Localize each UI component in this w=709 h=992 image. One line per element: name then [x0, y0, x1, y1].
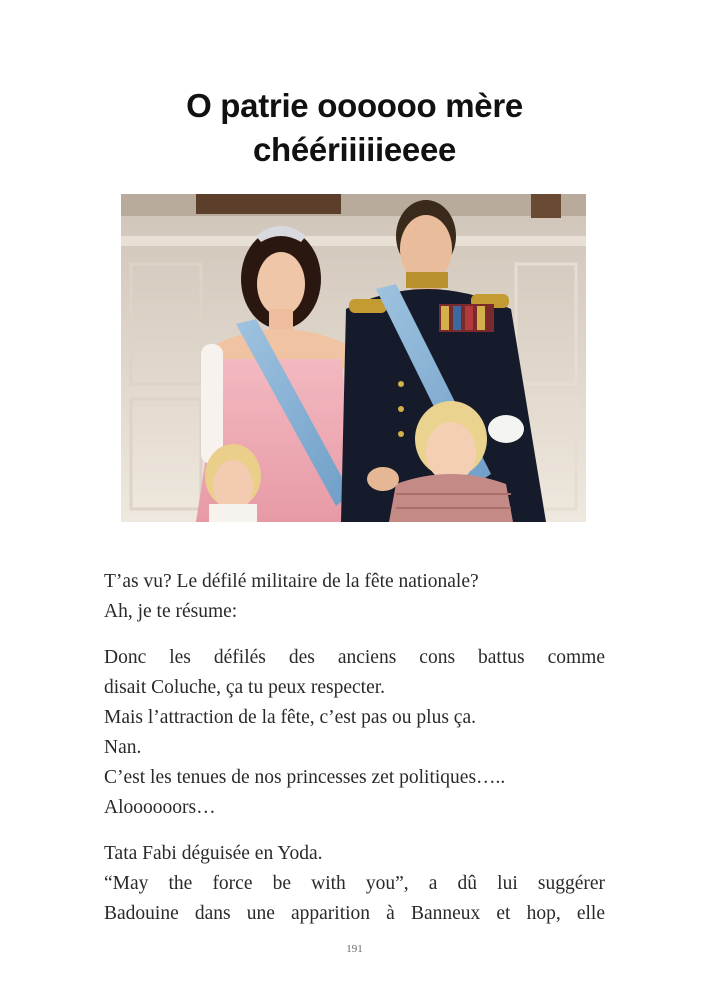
text-line: Ah, je te résume: — [104, 601, 238, 622]
text-line: Nan. — [104, 737, 142, 758]
page-number: 191 — [346, 943, 363, 955]
text-line: Tata Fabi déguisée en Yoda. — [104, 843, 323, 864]
body-text — [104, 567, 605, 945]
text-line: C’est les tenues de nos princesses zet politiques….. — [104, 767, 506, 788]
text-line: Donc les défilés des anciens cons battus comme — [104, 647, 605, 668]
title-line-2: chéériiiiieeee — [252, 131, 457, 168]
page-title — [60, 84, 649, 172]
paragraph-1 — [104, 567, 605, 627]
paragraph-3 — [104, 839, 605, 929]
text-line: Badouine dans une apparition à Banneux et hop, elle — [104, 903, 605, 924]
paragraph-2 — [104, 643, 605, 823]
text-line: Aloooooors… — [104, 797, 216, 818]
text-line: “May the force be with you”, a dû lui suggérer — [104, 873, 605, 894]
family-portrait-photo — [121, 194, 586, 522]
text-line: disait Coluche, ça tu peux respecter. — [104, 677, 386, 698]
title-line-1: O patrie oooooo mère — [186, 87, 523, 124]
text-line: Mais l’attraction de la fête, c’est pas ou plus ça. — [104, 707, 476, 728]
text-line: T’as vu? Le défilé militaire de la fête nationale? — [104, 571, 479, 592]
